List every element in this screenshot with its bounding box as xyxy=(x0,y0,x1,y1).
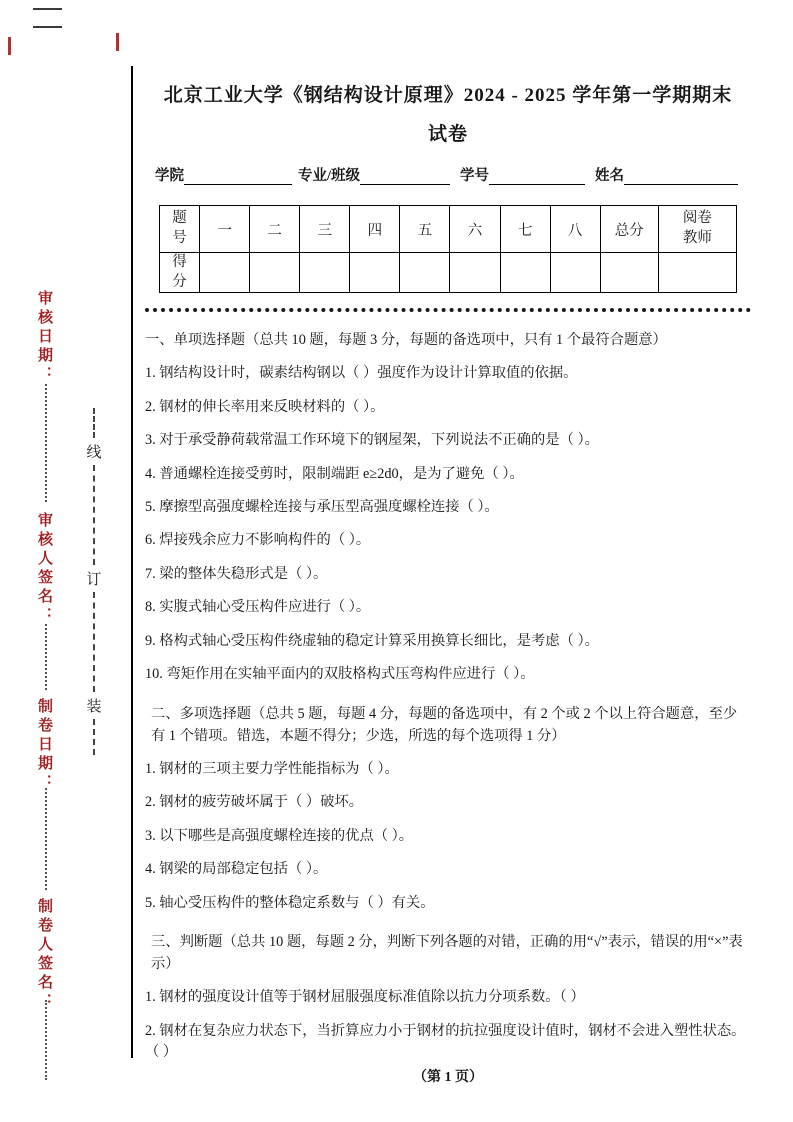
question-item: 1. 钢结构设计时，碳素结构钢以（ ）强度作为设计计算取值的依据。 xyxy=(145,365,578,382)
margin-label-maker-signature: 制卷人签名： xyxy=(36,898,52,1012)
info-blank-college xyxy=(184,167,292,185)
question-item: 1. 钢材的三项主要力学性能指标为（ ）。 xyxy=(145,760,399,777)
question-item: 5. 轴心受压构件的整体稳定系数与（ ）有关。 xyxy=(145,894,435,911)
score-table-score-row xyxy=(160,253,737,293)
binding-char: 订 xyxy=(86,572,102,588)
binding-line xyxy=(85,408,103,755)
score-col-3: 三 xyxy=(300,206,350,253)
paper-title-line1: 北京工业大学《钢结构设计原理》2024 - 2025 学年第一学期期末 xyxy=(163,85,733,106)
signature-dotted-line xyxy=(45,384,47,502)
question-item: 9. 格构式轴心受压构件绕虚轴的稳定计算采用换算长细比，是考虑（ ）。 xyxy=(145,632,599,649)
dotted-separator xyxy=(145,308,751,312)
section-heading-1: 一、单项选择题（总共 10 题，每题 3 分，每题的备选项中，只有 1 个最符合题意） xyxy=(145,332,667,349)
score-col-6: 六 xyxy=(450,206,500,253)
score-col-1: 一 xyxy=(200,206,250,253)
question-item: 3. 以下哪些是高强度螺栓连接的优点（ ）。 xyxy=(145,827,414,844)
section-heading-3: 三、判断题（总共 10 题，每题 2 分，判断下列各题的对错，正确的用“√”表示，错误的用“×”表示） xyxy=(151,934,743,973)
score-cell-empty xyxy=(250,253,300,293)
score-col-total: 总分 xyxy=(600,206,658,253)
info-label-college: 学院 xyxy=(155,168,184,184)
question-item: 1. 钢材的强度设计值等于钢材屈服强度标准值除以抗力分项系数。（ ） xyxy=(145,989,585,1006)
info-label-major-class: 专业/班级 xyxy=(298,168,361,184)
info-label-student-id: 学号 xyxy=(460,168,490,184)
score-table-header-row xyxy=(160,206,737,253)
info-blank-student-id xyxy=(489,167,585,185)
margin-label-reviewer-signature: 审核人签名： xyxy=(36,512,52,626)
margin-label-maker-date: 制卷日期： xyxy=(36,698,52,793)
score-cell-empty xyxy=(500,253,550,293)
score-table xyxy=(159,205,737,293)
score-cell-empty xyxy=(658,253,736,293)
margin-label-review-date: 审核日期： xyxy=(36,290,52,385)
signature-dotted-line xyxy=(45,788,47,890)
score-cell-empty xyxy=(200,253,250,293)
score-cell-empty xyxy=(450,253,500,293)
score-cell-empty xyxy=(550,253,600,293)
info-blank-name xyxy=(624,167,738,185)
corner-mark xyxy=(33,8,62,10)
question-item: 2. 钢材的伸长率用来反映材料的（ ）。 xyxy=(145,398,385,415)
question-item: 7. 梁的整体失稳形式是（ ）。 xyxy=(145,565,328,582)
score-col-2: 二 xyxy=(250,206,300,253)
question-item: 6. 焊接残余应力不影响构件的（ ）。 xyxy=(145,532,371,549)
score-cell-empty xyxy=(300,253,350,293)
signature-dotted-line xyxy=(45,1000,47,1080)
question-item: 4. 钢梁的局部稳定包括（ ）。 xyxy=(145,861,328,878)
binding-dash xyxy=(93,465,95,565)
question-item: 4. 普通螺栓连接受剪时，限制端距 e≥2d0，是为了避免（ ）。 xyxy=(145,465,524,482)
info-blank-major-class xyxy=(360,167,450,185)
score-col-8: 八 xyxy=(550,206,600,253)
question-item: 8. 实腹式轴心受压构件应进行（ ）。 xyxy=(145,599,371,616)
question-item: 2. 钢材在复杂应力状态下，当折算应力小于钢材的抗拉强度设计值时，钢材不会进入塑性状态。（ ） xyxy=(145,1022,746,1061)
registration-mark xyxy=(116,33,119,51)
question-item: 5. 摩擦型高强度螺栓连接与承压型高强度螺栓连接（ ）。 xyxy=(145,499,499,516)
question-item: 2. 钢材的疲劳破坏属于（ ）破坏。 xyxy=(145,794,364,811)
corner-mark xyxy=(33,26,62,28)
binding-dash xyxy=(93,592,95,692)
question-item: 10. 弯矩作用在实轴平面内的双肢格构式压弯构件应进行（ ）。 xyxy=(145,666,535,683)
signature-dotted-line xyxy=(45,624,47,690)
binding-dash xyxy=(93,408,95,438)
score-cell-empty xyxy=(350,253,400,293)
question-item: 3. 对于承受静荷载常温工作环境下的钢屋架，下列说法不正确的是（ ）。 xyxy=(145,432,599,449)
paper-content xyxy=(145,80,751,1064)
score-col-5: 五 xyxy=(400,206,450,253)
score-table-corner-score: 得分 xyxy=(160,253,200,293)
score-col-grader: 阅卷教师 xyxy=(658,206,736,253)
binding-char: 装 xyxy=(86,699,102,715)
binding-char: 线 xyxy=(86,445,102,461)
binding-dash xyxy=(93,719,95,755)
score-table-corner-title: 题号 xyxy=(160,206,200,253)
student-info-row xyxy=(145,164,751,185)
info-label-name: 姓名 xyxy=(595,168,625,184)
registration-mark xyxy=(8,37,11,55)
score-cell-empty xyxy=(600,253,658,293)
score-cell-empty xyxy=(400,253,450,293)
content-left-rule xyxy=(131,66,133,1058)
paper-title-line2: 试卷 xyxy=(427,124,468,145)
score-col-7: 七 xyxy=(500,206,550,253)
section-heading-2: 二、多项选择题（总共 5 题，每题 4 分，每题的备选项中，有 2 个或 2 个以上符合题意，至少有 1 个错项。错选，本题不得分；少选，所选的每个选项得 1 分） xyxy=(151,705,738,744)
page-number: （第 1 页） xyxy=(413,1070,483,1085)
score-col-4: 四 xyxy=(350,206,400,253)
